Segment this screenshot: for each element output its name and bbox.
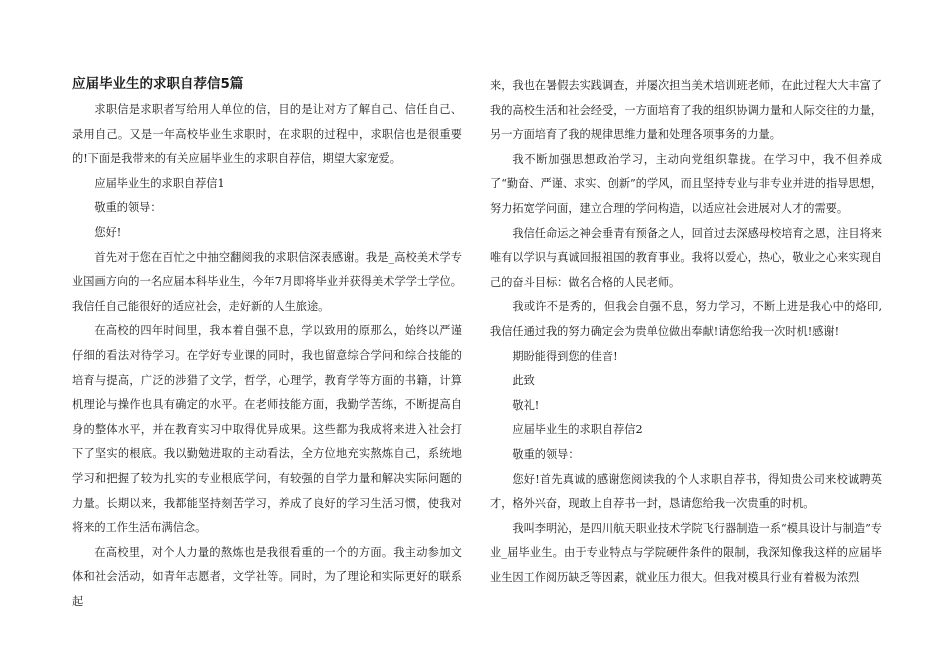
letter-1-closing: 敬礼! xyxy=(512,398,540,412)
letter-1-paragraph: 在高校的四年时间里，我本着自强不息，学以致用的原那么，始终以严谨仔细的看法对待学习。在学好专业课的同时，我也留意综合学问和综合技能的培育与提高，广泛的涉猎了文学，哲学，心理学，教育学等方面的书籍，计算机理论与操作也具有确定的水平。在老师技能方面，我勤学苦练，不断提高自身的整体水平，并在教育实习中取得优异成果。这些都为我成将来进入社会打下了坚实的根底。我以勤勉进取的主动看法，全方位地充实熬炼自己，系统地学习和把握了较为扎实的专业根底学问，有较强的自学力量和解决实际问题的力量。长期以来，我都能坚持刻苦学习，养成了良好的学习生活习惯，使我对将来的工作生活布满信念。 xyxy=(72,324,462,535)
right-column xyxy=(490,74,882,590)
letter-1-heading: 应届毕业生的求职自荐信1 xyxy=(94,176,225,190)
letter-2-paragraph: 您好!首先真诚的感谢您阅读我的个人求职自荐书，得知贵公司来校诚聘英才，格外兴奋，现敢上自荐书一封，恳请您给我一次贵重的时机。 xyxy=(490,472,882,511)
letter-1-paragraph: 首先对于您在百忙之中抽空翻阅我的求职信深表感谢。我是_高校美术学专业国画方向的一名应届本科毕业生，今年7月即将毕业并获得美术学学士学位。我信任自己能很好的适应社会，走好新的人生旅途。 xyxy=(72,250,462,313)
letter-1-paragraph: 在高校里，对个人力量的熬炼也是我很看重的一个的方面。我主动参加文体和社会活动，如青年志愿者，文学社等。同时，为了理论和实际更好的联系起 xyxy=(72,545,462,608)
letter-1-paragraph: 我或许不是秀的，但我会自强不息，努力学习，不断上进是我心中的烙印,我信任通过我的努力确定会为贵单位做出奉献!请您给我一次时机!感谢! xyxy=(490,300,882,338)
letter-1-salutation: 敬重的领导： xyxy=(94,201,162,215)
letter-1-closing: 期盼能得到您的佳音! xyxy=(512,349,618,363)
letter-2-heading: 应届毕业生的求职自荐信2 xyxy=(512,423,643,437)
letter-1-greeting: 您好! xyxy=(94,225,122,239)
document-title: 应届毕业生的求职自荐信5篇 xyxy=(72,76,244,92)
left-column xyxy=(72,74,462,614)
letter-1-paragraph: 我信任命运之神会垂青有预备之人，回首过去深感母校培育之恩，注目将来唯有以学识与真诚回报祖国的教育事业。我将以爱心，热心，敬业之心来实现自己的奋斗目标：做名合格的人民老师。 xyxy=(490,226,882,289)
letter-1-paragraph-continued: 来，我也在暑假去实践调查，并屡次担当美术培训班老师，在此过程大大丰富了我的高校生活和社会经受，一方面培育了我的组织协调力量和人际交往的力量，另一方面培育了我的规律思维力量和处理各项事务的力量。 xyxy=(490,79,882,142)
letter-2-salutation: 敬重的领导： xyxy=(512,447,580,461)
intro-paragraph: 求职信是求职者写给用人单位的信，目的是让对方了解自己、信任自己、录用自己。又是一年高校毕业生求职时，在求职的过程中，求职信也是很重要的!下面是我带来的有关应届毕业生的求职自荐信，期望大家宠爱。 xyxy=(72,103,462,166)
letter-1-paragraph: 我不断加强思想政治学习，主动向党组织靠拢。在学习中，我不但养成了“勤奋、严谨、求实、创新”的学风，而且坚持专业与非专业并进的指导思想，努力拓宽学问面，建立合理的学问构造，以适应社会进展对人才的需要。 xyxy=(490,152,882,215)
letter-1-closing: 此致 xyxy=(512,374,535,388)
letter-2-paragraph: 我叫李明沁，是四川航天职业技术学院飞行器制造一系“模具设计与制造”专业_届毕业生。由于专业特点与学院硬件条件的限制，我深知像我这样的应届毕业生因工作阅历缺乏等因素，就业压力很大。但我对模具行业有着极为浓烈 xyxy=(490,521,882,584)
